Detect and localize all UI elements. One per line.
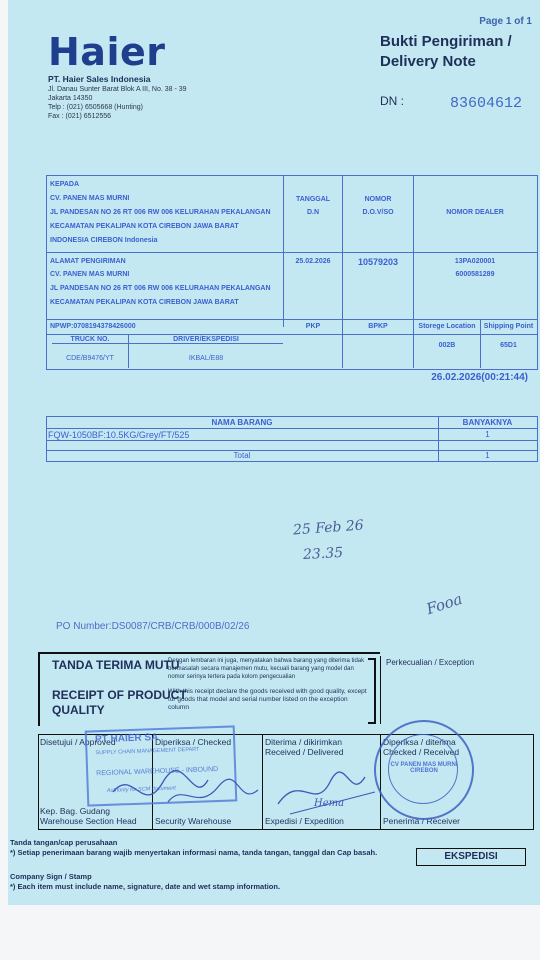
recipient-address: INDONESIA CIREBON Indonesia (50, 237, 158, 244)
received-delivered-label-en: Received / Delivered (265, 747, 344, 757)
nomor-value: 10579203 (357, 257, 399, 267)
print-timestamp: 26.02.2026(00:21:44) (431, 372, 528, 383)
truck-label: TRUCK NO. (70, 336, 110, 343)
divider (46, 252, 537, 253)
divider (413, 175, 414, 319)
handwritten-signatures (108, 762, 268, 822)
tanggal-sub-label: D.N (306, 209, 320, 216)
fax-line: Fax : (021) 6512556 (48, 113, 112, 120)
footer-note-id: *) Setiap penerimaan barang wajib menyertakan informasi nama, tanda tangan, tanggal dan Cap basah. (10, 848, 378, 857)
stamp-text: PT HAIER SA (94, 732, 159, 746)
handwritten-date: 25 Feb 26 (292, 517, 365, 539)
expedition-signature (270, 752, 380, 818)
alamat-label: ALAMAT PENGIRIMAN (50, 258, 126, 265)
storage-location-label: Storege Location (418, 323, 476, 330)
item-qty: 1 (485, 430, 490, 439)
divider (46, 440, 537, 441)
expedition-label: Expedisi / Expedition (265, 816, 344, 826)
stamp-text: REGIONAL WAREHOUSE - INBOUND (96, 766, 219, 778)
stamp-text: SUPPLY CHAIN MANAGEMENT DEPART (95, 746, 200, 757)
company-name: PT. Haier Sales Indonesia (48, 74, 151, 84)
checked-received-label-en: Checked / Received (383, 747, 460, 757)
kepada-label: KEPADA (50, 181, 80, 188)
dn-label: DN : (380, 94, 404, 108)
received-delivered-label: Diterima / dikirimkan (265, 737, 342, 747)
receiver-label: Penerima / Receiver (383, 816, 461, 826)
item-name: FQW-1050BF:10.5KG/Grey/FT/525 (48, 430, 190, 440)
checked-received-label: Diperiksa / diterima (383, 737, 456, 747)
approved-label: Disetujui / Approved (40, 737, 116, 747)
storage-location-value: 002B (438, 342, 456, 349)
stamp-text: Authority for SCM document (106, 785, 176, 794)
receipt-bracket-right (368, 658, 376, 724)
total-value: 1 (485, 451, 490, 460)
document-title-en: Delivery Note (380, 53, 476, 70)
handwritten-time: 23.35 (302, 544, 344, 564)
recipient-name: CV. PANEN MAS MURNI (50, 195, 130, 202)
shipto-name: CV. PANEN MAS MURNI (50, 271, 130, 278)
address-line: Jakarta 14350 (48, 95, 93, 102)
footer-sign-label-en: Company Sign / Stamp (10, 872, 92, 881)
recipient-address: JL PANDESAN NO 26 RT 006 RW 006 KELURAHAN PEKALANGAN (50, 209, 271, 216)
dealer-value: 13PA020001 (454, 258, 496, 265)
divider (52, 343, 283, 344)
driver-value: IKBAL/E88 (188, 355, 224, 362)
recipient-address: KECAMATAN PEKALIPAN KOTA CIREBON JAWA BARAT (50, 223, 239, 230)
checked-label: Diperiksa / Checked (155, 737, 232, 747)
nomor-label: NOMOR (364, 196, 392, 203)
shipping-point-label: Shipping Point (483, 323, 534, 330)
nomor-dealer-label: NOMOR DEALER (446, 209, 504, 216)
address-line: Jl. Danau Sunter Barat Blok A III, No. 38 - 39 (48, 86, 187, 93)
footer-sign-label: Tanda tangan/cap perusahaan (10, 838, 118, 847)
receipt-title-id: TANDA TERIMA MUTU (52, 658, 180, 672)
haier-logo: Haier (48, 30, 166, 74)
pkp-label: PKP (305, 323, 321, 330)
receipt-title-en: RECEIPT OF PRODUCT (52, 688, 187, 702)
dn-number: 83604612 (450, 95, 523, 112)
document-title-id: Bukti Pengiriman / (380, 33, 512, 50)
security-warehouse-label: Security Warehouse (155, 816, 232, 826)
npwp: NPWP:0708194378426000 (50, 323, 136, 330)
divider (46, 319, 537, 320)
truck-value: CDE/B9476/YT (66, 355, 114, 362)
page-indicator: Page 1 of 1 (479, 16, 532, 27)
divider (380, 656, 381, 724)
tanggal-label: TANGGAL (295, 196, 331, 203)
stamp-text: CV PANEN MAS MURNI CIREBON (390, 762, 458, 774)
bpkp-label: BPKP (368, 323, 388, 330)
warehouse-head-label: Kep. Bag. Gudang (40, 806, 110, 816)
col-banyaknya: BANYAKNYA (462, 418, 513, 427)
driver-label: DRIVER/EKSPEDISI (173, 336, 239, 343)
delivery-note-sheet (8, 0, 540, 905)
footer-note-en: *) Each item must include name, signature, date and wet stamp information. (10, 882, 281, 891)
svg-text:Hema: Hema (314, 798, 345, 809)
divider (46, 428, 537, 429)
receipt-text-en: With this receipt declare the goods received with good quality, except for goods that model and serial number listed on the exception column (168, 688, 367, 711)
shipto-address: KECAMATAN PEKALIPAN KOTA CIREBON JAWA BARAT (50, 299, 239, 306)
handwritten-signature: Fooa (424, 589, 465, 619)
copy-label-ekspedisi: EKSPEDISI (416, 848, 526, 866)
divider (342, 175, 343, 368)
nomor-sub-label: D.O.V/SO (362, 209, 394, 216)
po-number: PO Number:DS0087/CRB/CRB/000B/02/26 (56, 621, 250, 632)
shipping-point-value: 65D1 (500, 342, 517, 349)
shipto-address: JL PANDESAN NO 26 RT 006 RW 006 KELURAHAN PEKALANGAN (50, 285, 271, 292)
total-label: Total (233, 451, 251, 460)
phone-line: Telp : (021) 6505668 (Hunting) (48, 104, 143, 111)
dealer-value: 6000581289 (455, 271, 495, 278)
col-nama-barang: NAMA BARANG (211, 418, 273, 427)
receipt-title-en-2: QUALITY (52, 703, 105, 717)
cirebon-stamp (374, 720, 474, 820)
receipt-text-id: Dengan lembaran ini juga, menyatakan bahwa barang yang diterima tidak bermasalah secara manajemen mutu, kecuali barang yang model dan nomor serinya tertera pada kolom pengecualian (168, 658, 365, 680)
divider (46, 334, 537, 335)
warehouse-head-label-en: Warehouse Section Head (40, 816, 137, 826)
exception-label: Perkecualian / Exception (386, 658, 475, 667)
tanggal-value: 25.02.2026 (295, 258, 331, 265)
